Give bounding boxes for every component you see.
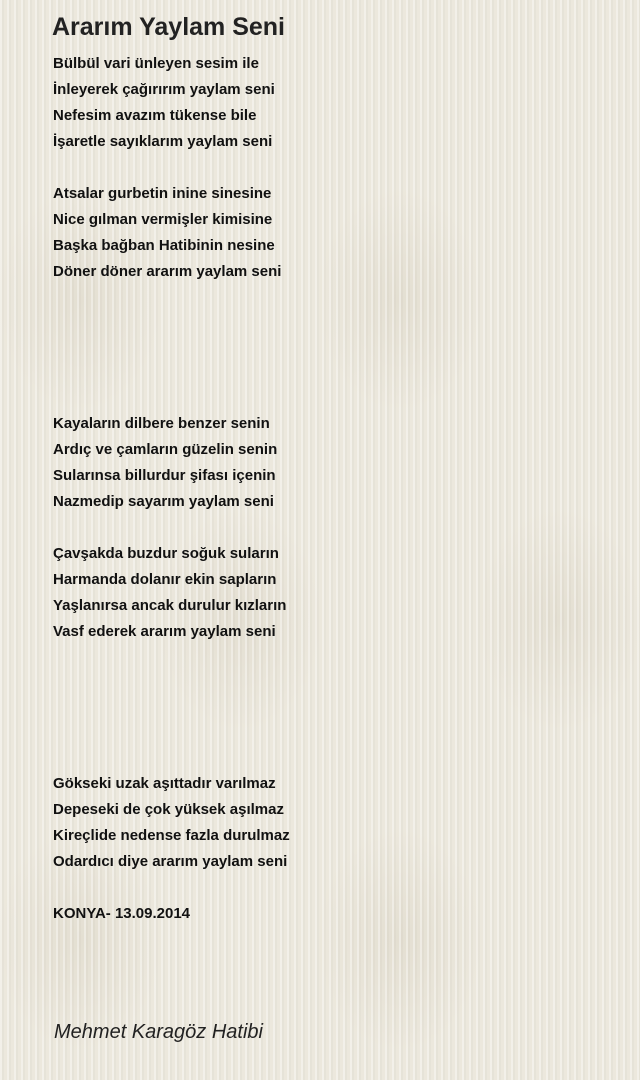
stanza-1: [53, 51, 275, 155]
poem-line: Kayaların dilbere benzer senin: [53, 415, 270, 432]
poem-line: Depeseki de çok yüksek aşılmaz: [53, 801, 284, 818]
stanza-4: [53, 541, 286, 645]
poem-line: Çavşakda buzdur soğuk suların: [53, 545, 279, 562]
poem-line: Yaşlanırsa ancak durulur kızların: [53, 597, 287, 614]
author-signature: Mehmet Karagöz Hatibi: [54, 1021, 263, 1043]
poem-line: Kireçlide nedense fazla durulmaz: [53, 827, 290, 844]
poem-line: Döner döner ararım yaylam seni: [53, 263, 282, 280]
stanza-5: [53, 771, 290, 875]
poem-line: Nefesim avazım tükense bile: [53, 107, 257, 124]
stanza-2: [53, 181, 281, 285]
poem-line: Gökseki uzak aşıttadır varılmaz: [53, 775, 276, 792]
poem-title: Ararım Yaylam Seni: [52, 13, 286, 41]
poem-line: Nazmedip sayarım yaylam seni: [53, 493, 274, 510]
poem-line: Ardıç ve çamların güzelin senin: [53, 441, 278, 458]
poem-line: Sularınsa billurdur şifası içenin: [53, 467, 276, 484]
poem-line: Atsalar gurbetin inine sinesine: [53, 185, 272, 202]
poem-line: İşaretle sayıklarım yaylam seni: [53, 133, 273, 150]
date-location: KONYA- 13.09.2014: [53, 905, 191, 922]
poem-line: Bülbül vari ünleyen sesim ile: [53, 55, 259, 72]
poem-line: Harmanda dolanır ekin sapların: [53, 571, 277, 588]
poem-line: Başka bağban Hatibinin nesine: [53, 237, 275, 254]
poem-line: Vasf ederek ararım yaylam seni: [53, 623, 276, 640]
poem-line: Nice gılman vermişler kimisine: [53, 211, 273, 228]
stanza-3: [53, 411, 277, 515]
poem-line: Odardıcı diye ararım yaylam seni: [53, 853, 288, 870]
poem-line: İnleyerek çağırırım yaylam seni: [53, 81, 275, 98]
